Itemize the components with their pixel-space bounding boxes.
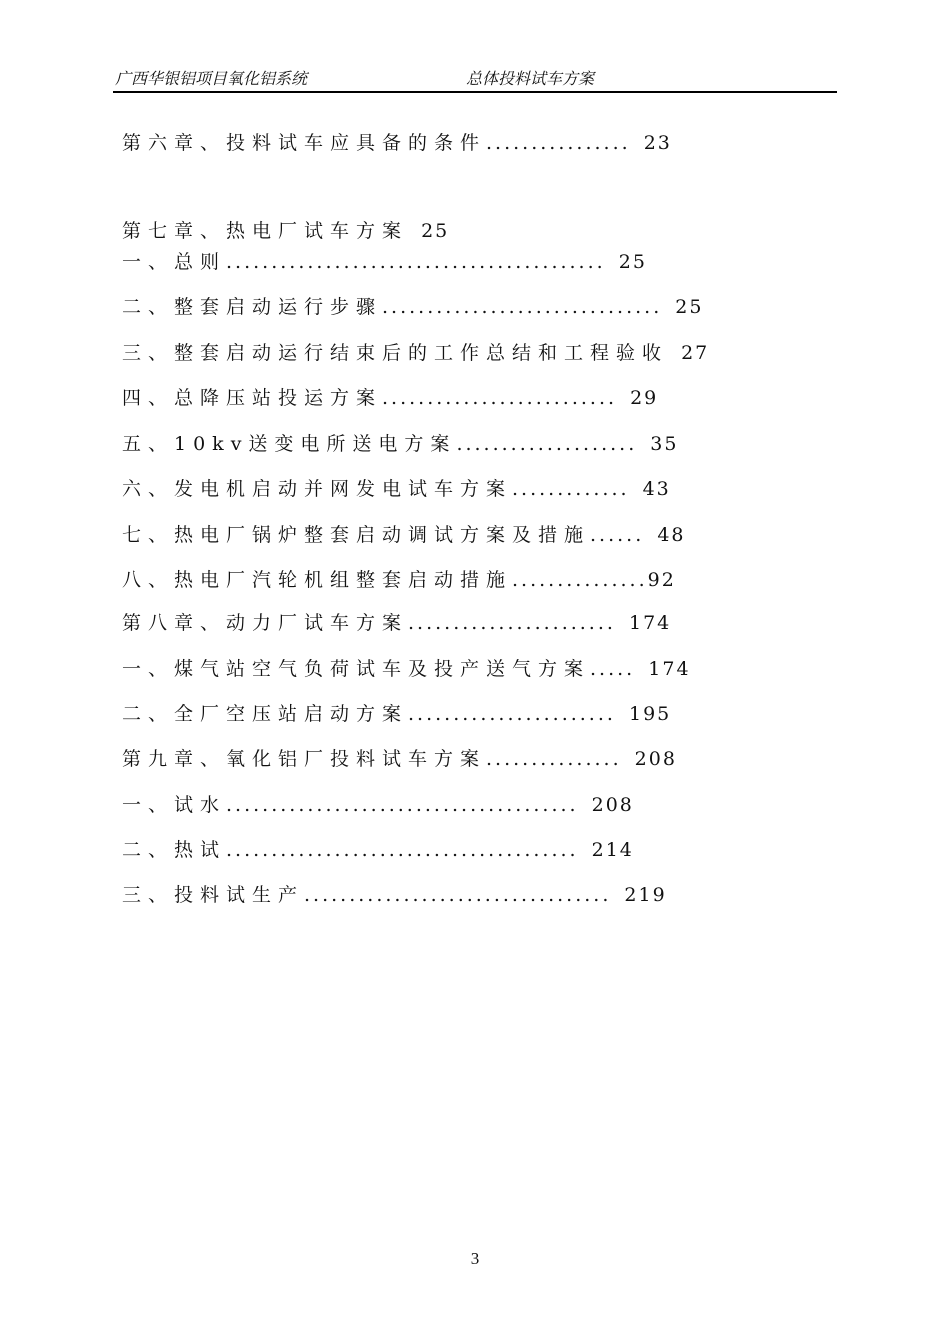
toc-entry[interactable] [122,385,658,411]
toc-entry-page: 25 [421,220,450,242]
toc-entry[interactable] [122,294,703,320]
toc-entry-page: 35 [650,433,679,455]
toc-entry-leader: .......................................... [226,251,606,273]
toc-entry-leader: ....................................... [226,794,579,816]
toc-entry-leader: ....................................... [226,839,579,861]
toc-entry[interactable] [122,792,634,818]
toc-entry-page: 92 [647,569,676,591]
toc-entry-page: 219 [624,884,667,906]
header-project-title: 广西华银铝项目氧化铝系统 [115,69,308,88]
toc-entry-leader: ..... [590,658,636,680]
toc-entry-page: 214 [591,839,634,861]
toc-entry-leader: .................... [456,433,638,455]
toc-entry-title: 二、整套启动运行步骤 [122,296,383,318]
toc-entry-title: 二、全厂空压站启动方案 [122,703,409,725]
toc-entry-title: 第九章、氧化铝厂投料试车方案 [122,748,487,770]
toc-entry[interactable] [122,567,676,593]
toc-entry-leader: ...... [590,524,645,546]
toc-entry-leader: ............. [512,478,630,500]
toc-entry-title: 第六章、投料试车应具备的条件 [122,132,487,154]
toc-entry-leader: ....................... [408,612,616,634]
toc-entry-title: 一、煤气站空气负荷试车及投产送气方案 [122,658,591,680]
toc-entry-title: 八、热电厂汽轮机组整套启动措施 [122,569,513,591]
toc-entry[interactable] [122,476,671,502]
toc-entry-page: 25 [675,296,704,318]
page-number: 3 [470,1249,480,1268]
toc-entry-page: 27 [681,342,710,364]
toc-entry-leader: ............... [486,748,622,770]
toc-entry[interactable] [122,340,709,366]
toc-entry-title: 第七章、热电厂试车方案 [122,220,409,242]
toc-entry-page: 43 [642,478,671,500]
toc-entry-leader: ............... [512,569,648,591]
toc-entry-page: 174 [628,612,672,634]
toc-entry[interactable] [122,218,449,244]
toc-entry-title: 三、投料试生产 [122,884,305,906]
toc-entry-page: 23 [643,132,672,154]
toc-entry-title: 七、热电厂锅炉整套启动调试方案及措施 [122,524,591,546]
toc-entry[interactable] [122,249,647,275]
toc-entry[interactable] [122,431,678,457]
toc-entry-leader: ................ [486,132,631,154]
toc-entry[interactable] [122,656,691,682]
toc-entry-page: 29 [630,387,659,409]
toc-entry-page: 208 [591,794,634,816]
header-document-title: 总体投料试车方案 [466,69,595,88]
toc-entry-title: 一、试水 [122,794,227,816]
toc-entry[interactable] [122,837,634,863]
toc-entry-leader: .......................... [382,387,618,409]
toc-entry-leader: ....................... [408,703,616,725]
toc-entry[interactable] [122,746,677,772]
toc-entry[interactable] [122,610,671,636]
toc-entry[interactable] [122,701,671,727]
toc-entry-leader: ............................... [382,296,663,318]
toc-entry-page: 48 [657,524,686,546]
toc-entry-page: 174 [648,658,691,680]
toc-entry-title: 第八章、动力厂试车方案 [122,612,409,634]
toc-entry[interactable] [122,130,672,156]
toc-entry-page: 25 [618,251,647,273]
toc-entry-title: 六、发电机启动并网发电试车方案 [122,478,513,500]
toc-entry-leader: .................................. [304,884,612,906]
toc-entry[interactable] [122,522,686,548]
toc-entry-page: 195 [628,703,672,725]
toc-entry-title: 四、总降压站投运方案 [122,387,383,409]
toc-entry-title: 三、整套启动运行结束后的工作总结和工程验收 [122,342,669,364]
toc-entry-title: 五、10kv送变电所送电方案 [122,433,457,455]
toc-entry[interactable] [122,882,667,908]
toc-entry-page: 208 [634,748,677,770]
toc-entry-title: 一、总则 [122,251,227,273]
toc-entry-title: 二、热试 [122,839,227,861]
